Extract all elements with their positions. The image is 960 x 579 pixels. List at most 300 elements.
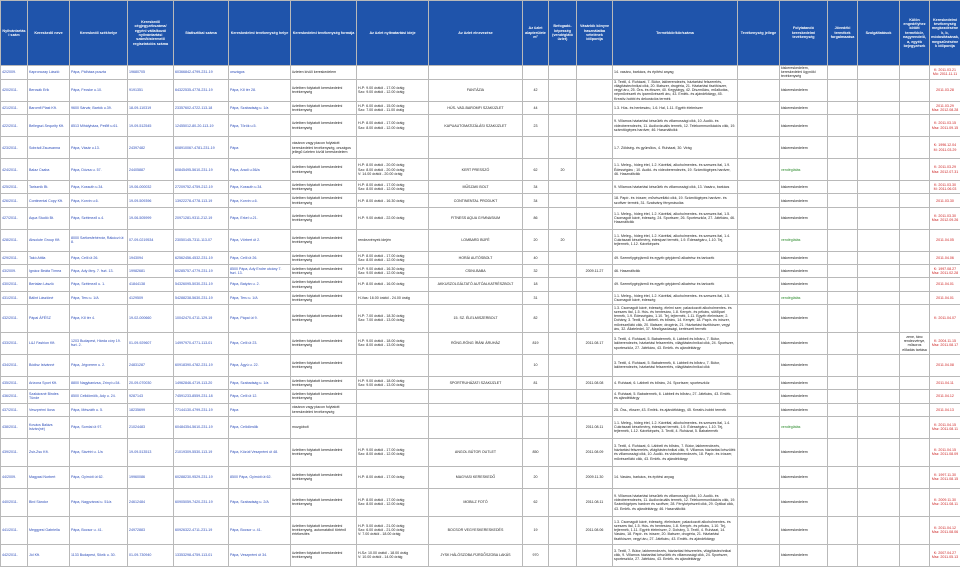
table-cell: MOBILZ FOTÓ [429,488,523,516]
table-cell [549,101,577,114]
table-cell [577,181,613,194]
table-cell [900,516,930,544]
table-cell: 20 [549,229,577,251]
column-header: Termékkör/kör/száma [613,1,738,66]
table-row[interactable] [1,251,960,264]
table-cell: BOCSOR VEGYESKERESKEDÉS [429,516,523,544]
table-cell [900,466,930,488]
table-cell: K: 2011.03.30 M: 2011.06.03 [930,181,960,194]
table-row[interactable] [1,181,960,194]
table-cell: H-Vas: 16.00 órától - 24.00 óráig [357,291,429,304]
table-row[interactable] [1,438,960,466]
table-cell: zene, tánc rendezvénye, műsoros előadás tartása [900,332,930,354]
table-cell: üzletben folytatott kereskedelmi tevékenység [291,251,357,264]
table-cell: vásáron vagy piacon folytatott kereskedelmi tevékenység [291,403,357,416]
column-header: Folytatandó kereskedelmi tevékenység [780,1,828,66]
table-cell: H-P: 9.00 órától - 17.00 óráig Szo: 8.00 órától - 12.00 óráig [357,438,429,466]
table-cell: SPORTRUHÁZATI SZAKÜZLET [429,376,523,389]
table-cell [828,79,858,101]
table-cell: Aqua Studió Bt. [28,207,70,229]
table-cell: kiskereskedelem [780,207,828,229]
table-cell [523,137,549,159]
table-cell [828,159,858,181]
table-row[interactable] [1,159,960,181]
table-cell [858,291,900,304]
table-cell [549,265,577,278]
table-cell: FANTÁZIA [429,79,523,101]
table-cell [828,137,858,159]
table-cell: Pápa, Celli út 23. [229,332,291,354]
table-cell [828,115,858,137]
table-cell: Kapronczay László [28,66,70,80]
table-cell: vendéglátás [780,229,828,251]
table-cell: 13922278-4778-113-19 [174,194,229,207]
table-cell: 18. Papír- és írószer, művészellátó cikk, 19. Számítógépes hardver- és szoftver termék, 31. Szabvány fénymásolás [613,194,738,207]
table-cell [900,278,930,291]
table-cell: 21019309-5530-113-19 [174,438,229,466]
table-row[interactable] [1,278,960,291]
table-cell [549,278,577,291]
table-row[interactable] [1,265,960,278]
table-cell: 77144130-4799-231-19 [174,403,229,416]
table-cell [429,137,523,159]
table-cell: kiskereskedelem [780,488,828,516]
table-cell: 24397482 [128,137,174,159]
table-cell [858,354,900,376]
table-cell: Pápa, Kossuth u.34. [229,181,291,194]
column-header: Tevékenység jellege [738,1,780,66]
table-cell [858,194,900,207]
table-cell: üzletben folytatott kereskedelmi tevékenység [291,181,357,194]
table-cell [429,416,523,438]
table-cell: 14. Vasáru, barkács, és építési anyag [613,466,738,488]
table-cell: 428/2011. [1,229,28,251]
column-header: Kereskedő neve [28,1,70,66]
table-cell: 1943094 [128,251,174,264]
table-cell: 19-09-509396 [128,194,174,207]
table-cell: kiskereskedelem [780,115,828,137]
table-row[interactable] [1,137,960,159]
table-cell: 2011.04.05 [930,229,960,251]
table-cell: 42 [523,79,549,101]
table-cell: Pápa, Török u.5. [229,115,291,137]
table-cell: Pápa, Gyimóti út 62. [70,466,128,488]
table-cell [549,376,577,389]
table-cell: MAGYASI KERESKEDŐ [429,466,523,488]
table-cell [858,79,900,101]
table-cell: Pápa, Pálháza puszta [70,66,128,80]
table-cell: Pápa, Dózsa u. 57. [70,159,128,181]
table-cell: 23 [523,115,549,137]
table-cell: 8500 Pápa, Gyimóti út 62. [229,466,291,488]
table-cell: Pápa, Sávétri u. 1/a [70,438,128,466]
table-cell: kiskereskedelem [780,251,828,264]
table-cell: H-P: 7.00 órától - 18.30 óráig Szo: 7.00 órától - 13.00 óráig [357,304,429,332]
table-cell: kiskereskedelem [780,79,828,101]
table-cell: 436/2011. [1,390,28,403]
table-cell [858,66,900,80]
table-cell: H-P: 8.00 órától - 17.00 óráig [357,466,429,488]
table-cell: 44 [523,101,549,114]
table-cell [738,278,780,291]
table-cell: H-P: 8.00 órától - 16.30 óráig [357,194,429,207]
table-cell [828,438,858,466]
table-cell [900,137,930,159]
table-cell: Pápa, Veszprémi út 34. [229,544,291,566]
table-cell: 440/2011. [1,488,28,516]
table-cell: 64322535-4778-231-19 [174,79,229,101]
table-cell: Pápa, Vörbert út 2. [229,229,291,251]
table-cell [858,488,900,516]
table-cell: 20971281-9311-212-19 [174,207,229,229]
table-row[interactable] [1,66,960,80]
column-header: Kereskedelmi tevékenység helye [229,1,291,66]
table-cell: 24405887 [128,159,174,181]
table-cell: üzletben folytatott kereskedelmi tevékenység [291,265,357,278]
table-cell: 3. Textil, 4. Ruházat, 5. Babatermék, 6. Lábbeli és bőráru, 7. Bútor, lakberendezés, háztartási felszerelés, világítástechnikai cikk [613,354,738,376]
table-cell: LOMBARD BÜFÉ [429,229,523,251]
table-cell: H-P: 6.00 órától - 15.00 óráig Szo: 7.00 órától - 11.00 óráig [357,101,429,114]
table-cell [858,376,900,389]
table-cell [429,403,523,416]
table-cell [577,390,613,403]
table-cell [429,354,523,376]
table-row[interactable] [1,488,960,516]
table-cell: Pápa, Mészáth u. 5. [70,403,128,416]
table-cell: Pápa, Szélmező u.4. [70,207,128,229]
table-cell: 19960086 [128,466,174,488]
table-cell [549,332,577,354]
table-cell: 9. Villamos háztartási készülék és villamossági cikk, 13. Vasáru, barkács [613,181,738,194]
table-cell [549,488,577,516]
column-header: Jövedéki termékek forgalmazása [828,1,858,66]
table-cell [900,159,930,181]
table-cell [549,438,577,466]
table-cell [828,304,858,332]
table-cell [549,66,577,80]
table-cell: 19-06-505999 [128,207,174,229]
table-cell: 60845495-5610-231-19 [174,159,229,181]
table-cell: 81 [523,376,549,389]
table-cell [858,159,900,181]
table-cell [577,79,613,101]
table-cell: CSINI-BABA [429,265,523,278]
table-cell: FITNESS AQUA GYMNASIUM [429,207,523,229]
table-cell: Bálint Lászlóné [28,291,70,304]
table-cell: 1.7. Zöldség- és gyümölcs, 4. Ruházat, 30. Virág [613,137,738,159]
table-cell: JYSK HÁLÓSZOBA FÜRDŐSZOBA LAKÁS [429,544,523,566]
table-cell: 1.1. Meleg-, hideg étel, 1.2. Kávéital, alkoholmentes- és szeszes ital, 1.5. Csomagolt kávé, édesség, 24. Sportszer, 26. Sporteszköz, 27. Játékáru, 46. Használtcikk [613,207,738,229]
table-cell [738,416,780,438]
table-cell [900,403,930,416]
table-cell [738,207,780,229]
table-cell: 31 [523,291,549,304]
table-cell: kiskereskedelem [780,194,828,207]
table-cell: kiskereskedelem [780,181,828,194]
table-cell [828,181,858,194]
table-cell [738,137,780,159]
table-cell: 60905059-7420-231-19 [174,488,229,516]
table-cell: Pápa, Kossuth u.34. [70,181,128,194]
table-cell: 43/2009. [1,265,28,278]
table-cell [577,304,613,332]
table-cell: H-P: 8.00 órától - 20.00 óráig Szo: 8.00 órától - 20.00 óráig V: 14.00 órától - 20.00 óráig [357,159,429,181]
table-cell: kiskereskedelem, kereskedelmi ügynöki tevékenység [780,66,828,80]
table-cell [577,229,613,251]
table-cell: 15. SZ. ÉLELMISZERBOLT [429,304,523,332]
table-row[interactable] [1,516,960,544]
table-cell: 2009.11.27 [577,265,613,278]
table-row[interactable] [1,304,960,332]
table-cell: Pápa, Szabadság u. 2/A [229,488,291,516]
table-cell: 422/2011. [1,115,28,137]
table-cell: Pápa, Kő tér 4. [70,304,128,332]
table-cell [357,137,429,159]
table-cell: L&J Fashion Kft. [28,332,70,354]
table-row[interactable] [1,466,960,488]
table-cell [900,229,930,251]
table-cell: Pápai ÁFÉSZ [28,304,70,332]
table-cell: Magyasi Norbert [28,466,70,488]
table-row[interactable] [1,416,960,438]
table-row[interactable] [1,291,960,304]
table-cell [738,159,780,181]
table-cell: kiskereskedelem [780,390,828,403]
table-cell: K: 1997.11.30 Msz: 2011.08.15 [930,466,960,488]
table-cell [738,516,780,544]
table-cell [858,332,900,354]
table-cell: 2011.04.06 [930,251,960,264]
table-cell: 2011.04.11 [930,376,960,389]
table-cell: kiskereskedelem [780,304,828,332]
table-cell: 4. Ruházat, 5. Babatermék, 6. Lábbeli és bőráru, 27. Játékáru, 43. Emlék- és ajándéktárgy [613,390,738,403]
table-cell [858,516,900,544]
table-cell: 8513 Mihályháza, Petőfi u.61. [70,115,128,137]
table-cell: Kovács Balázs István(né) [28,416,70,438]
table-cell: üzletben folytatott kereskedelmi tevékenység [291,291,357,304]
table-row[interactable] [1,544,960,566]
table-cell [858,115,900,137]
table-cell: kiskereskedelem [780,265,828,278]
table-row[interactable] [1,194,960,207]
table-cell: Meggyesi Gabriella [28,516,70,544]
table-row[interactable] [1,229,960,251]
table-cell: Pápa, Batyán u. 2. [229,278,291,291]
table-cell: vendéglátás [780,416,828,438]
table-cell: 2011.03.29 Msz: 2012.08.28 [930,101,960,114]
table-cell: ANGOL BÚTOR OUTLET [429,438,523,466]
table-cell: 27209752-4759-212-19 [174,181,229,194]
column-header: Vásárlók könyve használatba vételének időpontja [577,1,613,66]
table-cell: Pápa, Ágyú u. 22. [229,354,291,376]
table-cell: 1203 Budapest, Hárda córy 19. fszt. 2. [70,332,128,354]
table-cell [738,438,780,466]
table-cell: 54288238-5630-231-19 [174,291,229,304]
table-row[interactable] [1,376,960,389]
table-cell: 19680705 [128,66,174,80]
table-cell: 442/2011. [1,544,28,566]
table-cell: 01-09-929607 [128,332,174,354]
table-cell: Pápa, Celldömölk [229,416,291,438]
table-cell: 60285757-4779-231-19 [174,265,229,278]
table-cell: 2011.04.08 [930,354,960,376]
column-header: Szolgáltatások [858,1,900,66]
table-cell [429,390,523,403]
table-cell: kiskereskedelem [780,101,828,114]
table-cell [828,194,858,207]
table-cell [549,251,577,264]
table-cell: Pápa, Bocsor u. 41. [70,516,128,544]
table-row[interactable] [1,115,960,137]
table-cell: 1.1. Meleg-, hideg étel, 1.2. Kávéital, alkoholmentes- és szeszes ital, 1.5. Csomagolt kávé, édesség [613,291,738,304]
table-cell: 3. Textil, 4. Ruházat, 7. Bútor, lakberendezés, háztartási felszerelés, világítástechnikai cikk, 20. Illatszer, drogéria, 21. Háztartási tisztítószer, vegyi áru, 25. Óra- és ékszer, 40. Kegytárgy, 42. Díszműáru, műalkotás, népművészeti és iparművészeti áru, 43. Emlék- és ajándéktárgy, 45. Kreatív-hobbi és dekorációs termék [613,79,738,101]
table-cell: Pápa, Teru u. 1/A [229,291,291,304]
table-cell: 439/2011. [1,438,28,466]
table-cell: rendezvények idején [357,229,429,251]
table-cell: országos [229,66,291,80]
table-cell: 2011.04.13 [930,403,960,416]
table-cell [900,291,930,304]
table-cell: üzletben folytatott kereskedelmi tevékenység [291,354,357,376]
table-row[interactable] [1,403,960,416]
table-cell: K: 2011.03.21 Mó: 2011.11.11 [930,66,960,80]
table-cell: 19-09-512545 [128,115,174,137]
table-cell: 8800 Nagykanizsa, Zrínyi u.54. [70,376,128,389]
table-row[interactable] [1,79,960,101]
table-cell: AKKUSZOLGÁLTATÓ AUTÓALKATRÉSZBOLT [429,278,523,291]
table-cell [738,101,780,114]
table-cell: 19982681 [128,265,174,278]
table-cell: Pápa, Celli út 26. [229,251,291,264]
table-cell: üzletben folytatott kereskedelmi tevékenység [291,278,357,291]
table-cell [738,66,780,80]
table-cell [738,544,780,566]
table-cell [900,194,930,207]
table-cell [738,376,780,389]
table-cell: 9287143 [128,390,174,403]
table-cell [828,354,858,376]
table-cell: Bertalan László [28,278,70,291]
table-row[interactable] [1,207,960,229]
table-cell: Pápa, Nagyvárosi u. 51/a [70,488,128,516]
table-cell: 14997970-4771-113-01 [174,332,229,354]
table-cell: Pápa, Vásár u.13. [70,137,128,159]
table-cell: 4. Ruházat, 6. Lábbeli és bőráru, 24. Sportszer, sporteszköz [613,376,738,389]
table-cell: 24972883 [128,516,174,544]
table-cell [900,354,930,376]
table-cell: üzletben folytatott kereskedelmi tevékenység [291,376,357,389]
column-header: Nyilvántartási szám [1,1,28,66]
table-cell: Jól Kft. [28,544,70,566]
table-cell: mozgóbolt [291,416,357,438]
table-cell: Pápa, Pápai út 9. [229,304,291,332]
table-row[interactable] [1,390,960,403]
table-cell: 425/2011. [1,181,28,194]
table-cell: K: 2011.04.15 Msz: 2011.08.09 [930,438,960,466]
table-cell: 9. Villamos háztartási készülék és villamossági cikk, 10. Audió- és videoberendezés, 11. Audiovizuális termék, 12. Telekommunikációs cikk, 19. Számítógépes hardver és szoftver, 28. Fényképészeti cikk, 29. Optikai cikk, 43. Emlék- és ajándéktárgy, 46. Használtcikk [613,488,738,516]
table-cell: 438/2011. [1,416,28,438]
table-cell: H-P: 9.00 órától - 18.00 óráig Szo: 8.00 órától - 13.00 óráig [357,332,429,354]
table-cell: Tarisznik Bt. [28,181,70,194]
table-cell: 19-06-000032 [128,181,174,194]
table-cell [577,207,613,229]
table-cell: 970 [523,544,549,566]
table-cell: Arizona Sport Kft. [28,376,70,389]
table-cell [828,291,858,304]
table-cell [900,207,930,229]
table-cell [900,66,930,80]
table-cell: kiskereskedelem [780,376,828,389]
table-cell: Pápa, Aradi u.56/a [229,159,291,181]
table-cell: H-P: 9.00 órától - 18.00 óráig Szo: 9.00 órától - 13.00 óráig [357,376,429,389]
table-cell: Pápa, Szélmező u. 1. [70,278,128,291]
table-cell [828,278,858,291]
table-cell [549,115,577,137]
table-cell [900,304,930,332]
table-cell: K: 2011.03.30 Msz: 2012.09.26 [930,207,960,229]
table-cell: Pápa, Somlai út 97. [70,416,128,438]
table-cell [738,354,780,376]
table-cell: H-P: 9.00 órától - 16.30 óráig Szo: 9.00 órától - 12.00 óráig [357,265,429,278]
table-cell: 21024483 [128,416,174,438]
table-row[interactable] [1,101,960,114]
table-cell [549,416,577,438]
table-cell: KERT PRESSZÓ [429,159,523,181]
table-cell: 23050145-7311-113-07 [174,229,229,251]
table-cell [738,390,780,403]
table-cell [900,101,930,114]
table-cell [549,207,577,229]
table-cell [549,466,577,488]
table-cell [549,304,577,332]
table-cell [900,488,930,516]
table-cell: kiskereskedelem [780,438,828,466]
table-cell [900,376,930,389]
table-cell: kiskereskedelem [780,354,828,376]
table-cell: 20-09-070030 [128,376,174,389]
table-cell: 9. Villamos háztartási készülék és villamossági cikk, 10. Audió- és videoberendezés, 11. Audiovizuális termék, 12. Telekommunikációs cikk, 19. számítógépes hardver, 46. Használtcikk [613,115,738,137]
table-cell: 40 [523,251,549,264]
table-cell [738,194,780,207]
table-cell: üzletben folytatott kereskedelmi tevékenység [291,159,357,181]
table-cell [858,207,900,229]
table-cell: RÓNG-RÓNG ÍRÁNI ÁRUHÁZ [429,332,523,354]
table-cell: K: 2011.04.15 Msz: 2011.08.11 [930,416,960,438]
table-cell [549,354,577,376]
table-cell: 14. vasáru, barkács, és építési anyag [613,66,738,80]
table-cell: 2011.03.28 [930,79,960,101]
table-row[interactable] [1,354,960,376]
table-row[interactable] [1,332,960,354]
table-cell: Pápa, Szabadság u. 1/a [229,376,291,389]
table-cell: 13353298-4759-113-01 [174,544,229,566]
column-header: Az üzlet alapterülete m² [523,1,549,66]
table-cell: K: 2004.11.15 Msz: 2011.08.17 [930,332,960,354]
table-cell [549,544,577,566]
table-cell [858,181,900,194]
table-cell: 20 [523,229,549,251]
table-cell: K: 1997.08.27 Msz: 2011.02.28 [930,265,960,278]
table-cell: Continental Copy Kft. [28,194,70,207]
table-cell: kiskereskedelem [780,137,828,159]
table-cell: 437/2011. [1,403,28,416]
table-cell: üzletben folytatott kereskedelmi tevékenység [291,194,357,207]
table-cell: Sobrádi Zsuzsanna [28,137,70,159]
table-cell: Pápa, Celli út 12. [229,390,291,403]
table-cell: 42/2009. [1,66,28,80]
table-cell: 23357602-4722-113-18 [174,101,229,114]
table-cell: K: 2011.03.29 Msz: 2012.07.31 [930,159,960,181]
